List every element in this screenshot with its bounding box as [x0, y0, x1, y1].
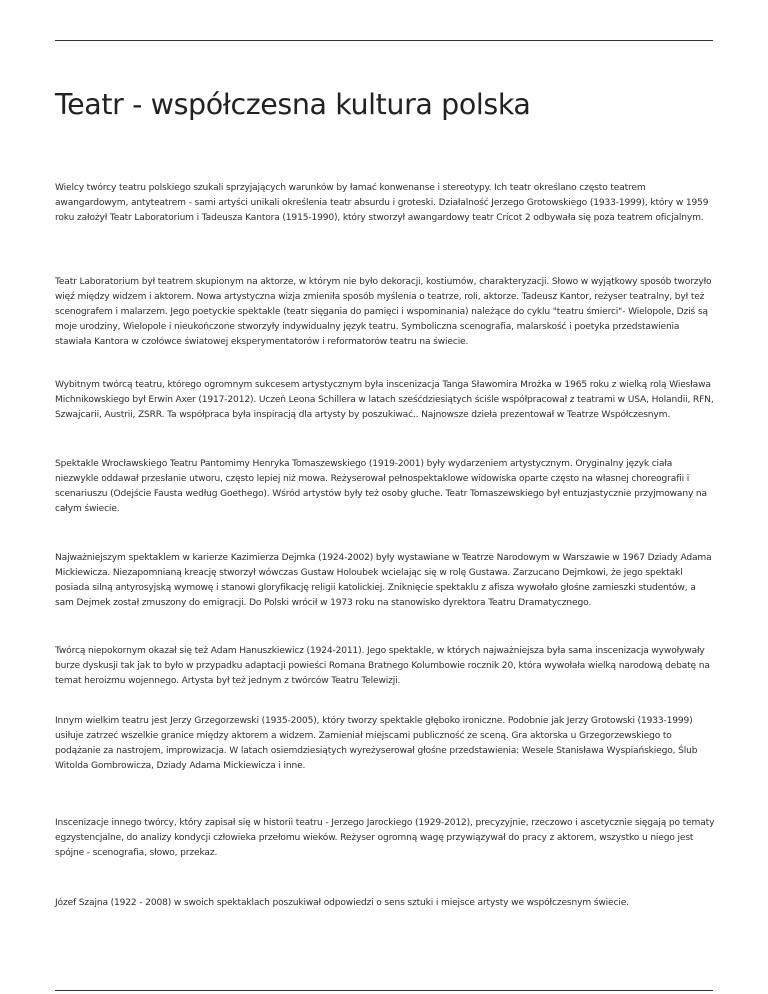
paragraph-4: Spektakle Wrocławskiego Teatru Pantomimy Henryka Tomaszewskiego (1919-2001) były wydarzeniem artystycznym. Oryginalny język ciała niezwykle oddawał przesłanie utworu, często lepiej niż mowa. Reżyserował pełnospektaklowe widowiska oparte często na własnej choreografii i scenariuszu (Odejście Fausta według Goethego). Wśród artystów były też osoby głuche. Teatr Tomaszewskiego był entuzjastycznie przyjmowany na całym świecie. [55, 459, 707, 514]
paragraph-6: Twórcą niepokornym okazał się też Adam Hanuszkiewicz (1924-2011). Jego spektakle, w których najważniejsza była sama inscenizacja wywoływały burze dyskusji tak jak to było w przypadku adaptacji powieści Romana Bratnego Kolumbowie rocznik 20, która wywołała wielką narodową debatę na temat heroizmu wojennego. Artysta był też jednym z twórców Teatru Telewizji. [55, 646, 710, 686]
paragraph-8: Inscenizacje innego twórcy, który zapisał się w historii teatru - Jerzego Jarockiego (1929-2012), precyzyjnie, rzeczowo i ascetycznie sięgają po tematy egzystencjalne, do analizy kondycji człowieka przełomu wieków. Reżyser ogromną wagę przywiązywał do pracy z aktorem, wszystko u niego jest spójne - scenografia, słowo, przekaz. [55, 818, 715, 858]
paragraph-7: Innym wielkim teatru jest Jerzy Grzegorzewski (1935-2005), który tworzy spektakle głęboko ironiczne. Podobnie jak Jerzy Grotowski (1933-1999) usiłuje zatrzeć wszelkie granice między aktorem a widzem. Zamieniał miejscami publiczność ze sceną. Gra aktorska u Grzegorzewskiego to podążanie za nastrojem, improwizacja. W latach osiemdziesiątych wyreżyserował głośne przedstawienia: Wesele Stanisława Wyspiańskiego, Ślub Witolda Gombrowicza, Dziady Adama Mickiewicza i inne. [55, 716, 698, 771]
page-title: Teatr - współczesna kultura polska [55, 88, 531, 121]
paragraph-3: Wybitnym twórcą teatru, którego ogromnym sukcesem artystycznym była inscenizacja Tanga Sławomira Mrożka w 1965 roku z wielką rolą Wiesława Michnikowskiego był Erwin Axer (1917-2012). Uczeń Leona Schillera w latach sześćdziesiątych ściśle współpracował z teatrami w USA, Holandii, RFN, Szwajcarii, Austrii, ZSRR. Ta współpraca była inspiracją dla artysty by poszukiwać.. Najnowsze dzieła prezentował w Teatrze Współczesnym. [55, 380, 714, 420]
paragraph-1: Wielcy twórcy teatru polskiego szukali sprzyjających warunków by łamać konwenanse i stereotypy. Ich teatr określano często teatrem awangardowym, antyteatrem - sami artyści unikali określenia teatr absurdu i groteski. Działalność Jerzego Grotowskiego (1933-1999), który w 1959 roku założył Teatr Laboratorium i Tadeusza Kantora (1915-1990), który stworzył awangardowy teatr Cricot 2 odbywała się poza teatrem oficjalnym. [55, 183, 709, 223]
paragraph-2: Teatr Laboratorium był teatrem skupionym na aktorze, w którym nie było dekoracji, kostiumów, charakteryzacji. Słowo w wyjątkowy sposób tworzyło więź między widzem i aktorem. Nowa artystyczna wizja zmieniła sposób myślenia o teatrze, roli, aktorze. Tadeusz Kantor, reżyser teatralny, był też scenografem i malarzem. Jego poetyckie spektakle (teatr sięgania do pamięci i wspominania) należące do cyklu "teatru śmierci"- Wielopole, Dziś są moje urodziny, Wielopole i nieukończone stworzyły indywidualny język teatru. Symboliczna scenografia, malarskość i poetyka przedstawienia stawiała Kantora w czołówce światowej eksperymentatorów i reformatorów teatru na świecie. [55, 277, 712, 347]
top-divider [55, 40, 713, 41]
paragraph-5: Najważniejszym spektaklem w karierze Kazimierza Dejmka (1924-2002) były wystawiane w Teatrze Narodowym w Warszawie w 1967 Dziady Adama Mickiewicza. Niezapomnianą kreację stworzył wówczas Gustaw Holoubek wcielając się w rolę Gustawa. Zarzucano Dejmkowi, że jego spektakl posiada silną antyrosyjską wymowę i stanowi gloryfikację religii katolickiej. Zniknięcie spektaklu z afisza wywołało głośne zamieszki studentów, a sam Dejmek został zmuszony do emigracji. Do Polski wrócił w 1973 roku na stanowisko dyrektora Teatru Dramatycznego. [55, 553, 712, 608]
paragraph-9: Józef Szajna (1922 - 2008) w swoich spektaklach poszukiwał odpowiedzi o sens sztuki i miejsce artysty we współczesnym świecie. [55, 898, 629, 908]
bottom-divider [55, 990, 713, 991]
